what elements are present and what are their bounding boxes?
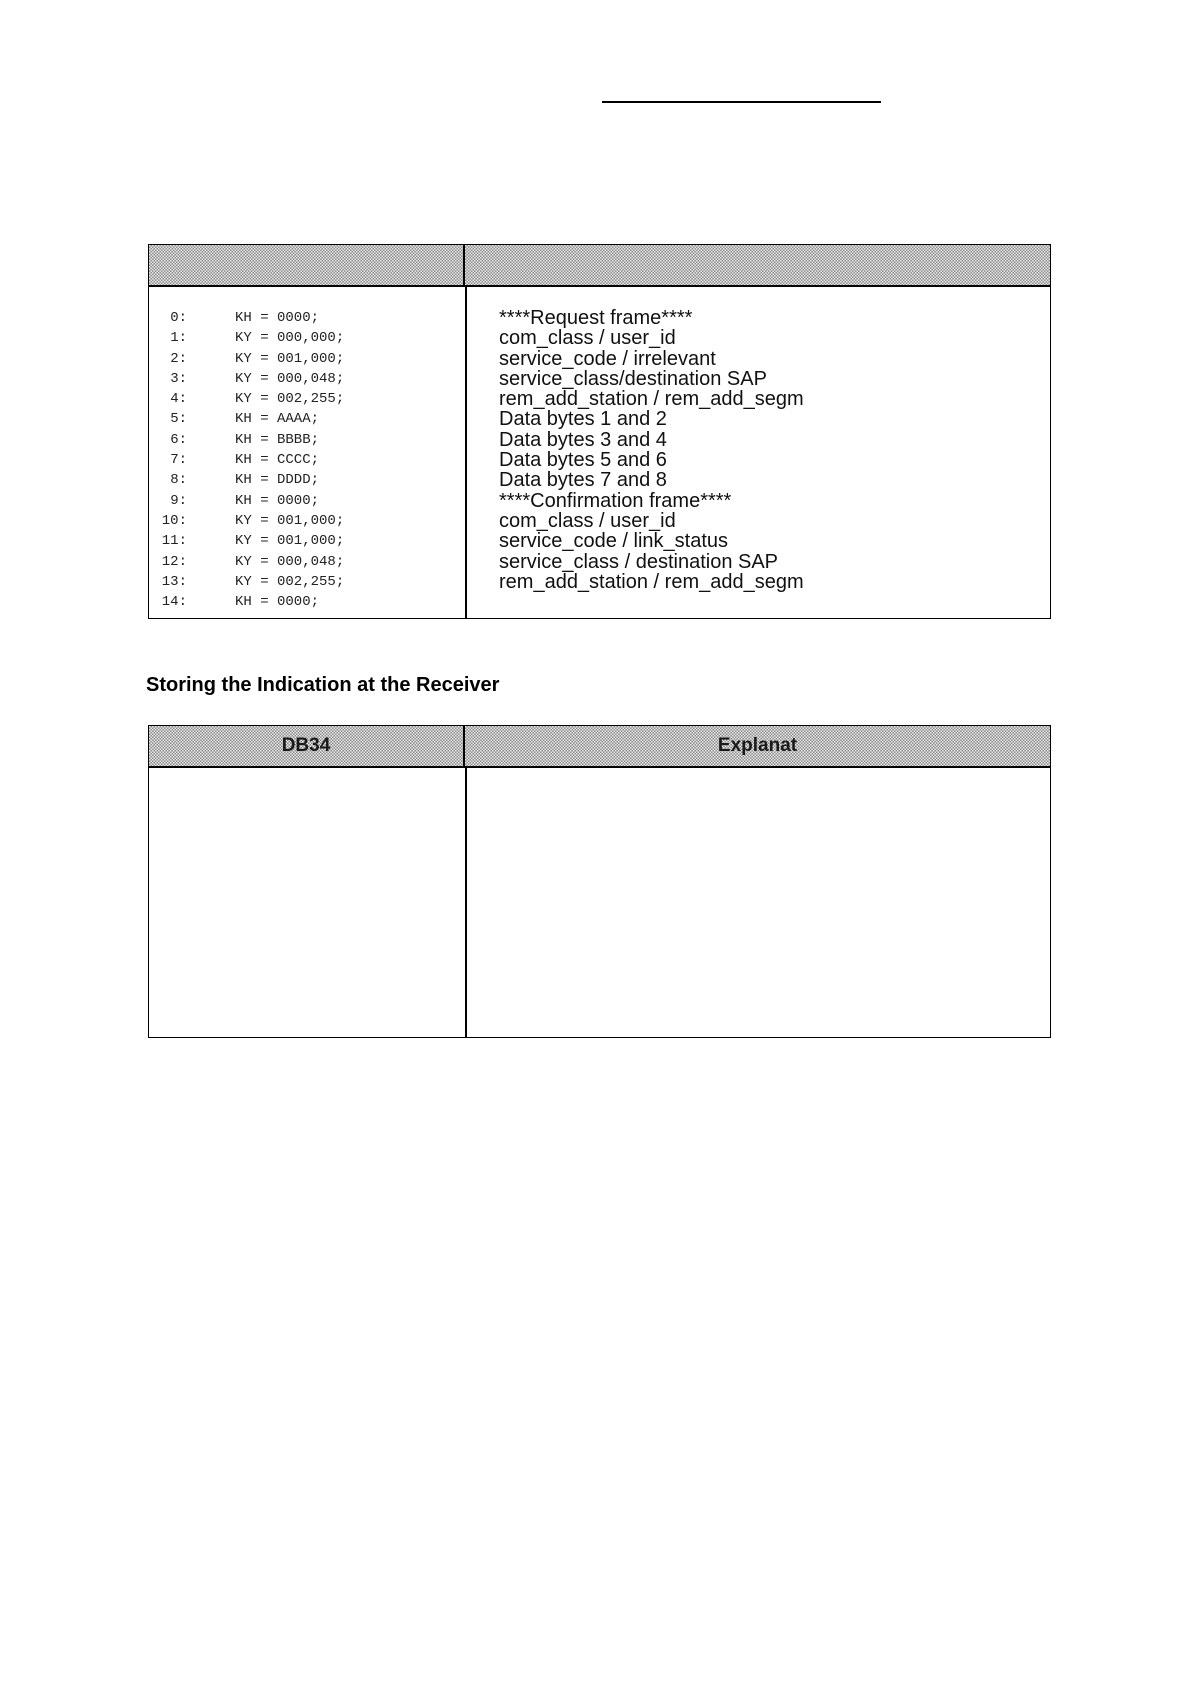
header-db-column bbox=[149, 245, 465, 285]
column-divider bbox=[465, 285, 467, 618]
explanation-line: service_code / irrelevant bbox=[499, 347, 716, 370]
table-row: 7: KH = CCCC; bbox=[170, 452, 320, 469]
explanation-line: service_class/destination SAP bbox=[499, 367, 767, 390]
table-header bbox=[149, 245, 1050, 287]
explanation-line: com_class / user_id bbox=[499, 327, 676, 350]
table-row: 13: KY = 002,255; bbox=[161, 573, 345, 590]
table-row: 11: KY = 001,000; bbox=[161, 533, 345, 550]
table-row: 4: KY = 002,255; bbox=[170, 391, 345, 408]
table-row: 5: KH = AAAA; bbox=[170, 411, 320, 428]
table-row: 1: KY = 000,000; bbox=[170, 330, 345, 347]
section-title: Storing the Indication at the Receiver bbox=[146, 674, 500, 696]
explanation-line: rem_add_station / rem_add_segm bbox=[499, 570, 804, 593]
explanation-line: Data bytes 5 and 6 bbox=[499, 449, 667, 472]
explanation-line: service_class / destination SAP bbox=[499, 550, 779, 573]
request-frame-table bbox=[148, 244, 1051, 619]
code-column bbox=[149, 308, 344, 612]
explanation-line: rem_add_station / rem_add_segm bbox=[499, 388, 804, 411]
header-explanation-column bbox=[465, 245, 1050, 285]
indication-table bbox=[148, 725, 1051, 1038]
explanation-line: ****Confirmation frame**** bbox=[499, 489, 732, 512]
column-divider bbox=[465, 766, 467, 1037]
header-explanation: Explanat bbox=[465, 726, 1050, 766]
table-row: 2: KY = 001,000; bbox=[170, 350, 345, 367]
explanation-column bbox=[499, 308, 804, 592]
explanation-line: com_class / user_id bbox=[499, 509, 676, 532]
table-row: 3: KY = 000,048; bbox=[170, 370, 345, 387]
table-row: 10: KY = 001,000; bbox=[161, 512, 345, 529]
table-row: 0: KH = 0000; bbox=[170, 310, 320, 326]
explanation-line: ****Request frame**** bbox=[499, 307, 693, 329]
explanation-line: Data bytes 7 and 8 bbox=[499, 469, 667, 492]
top-rule bbox=[602, 101, 881, 103]
table-row: 12: KY = 000,048; bbox=[161, 553, 345, 570]
table-row: 8: KH = DDDD; bbox=[170, 472, 320, 489]
explanation-line: Data bytes 3 and 4 bbox=[499, 428, 667, 451]
explanation-line: service_code / link_status bbox=[499, 530, 729, 553]
table-row: 14: KH = 0000; bbox=[161, 594, 320, 611]
table-row: 6: KH = BBBB; bbox=[170, 431, 320, 448]
header-db34: DB34 bbox=[149, 726, 465, 766]
table-header bbox=[149, 726, 1050, 768]
explanation-line: Data bytes 1 and 2 bbox=[499, 408, 667, 431]
table-row: 9: KH = 0000; bbox=[170, 492, 320, 509]
